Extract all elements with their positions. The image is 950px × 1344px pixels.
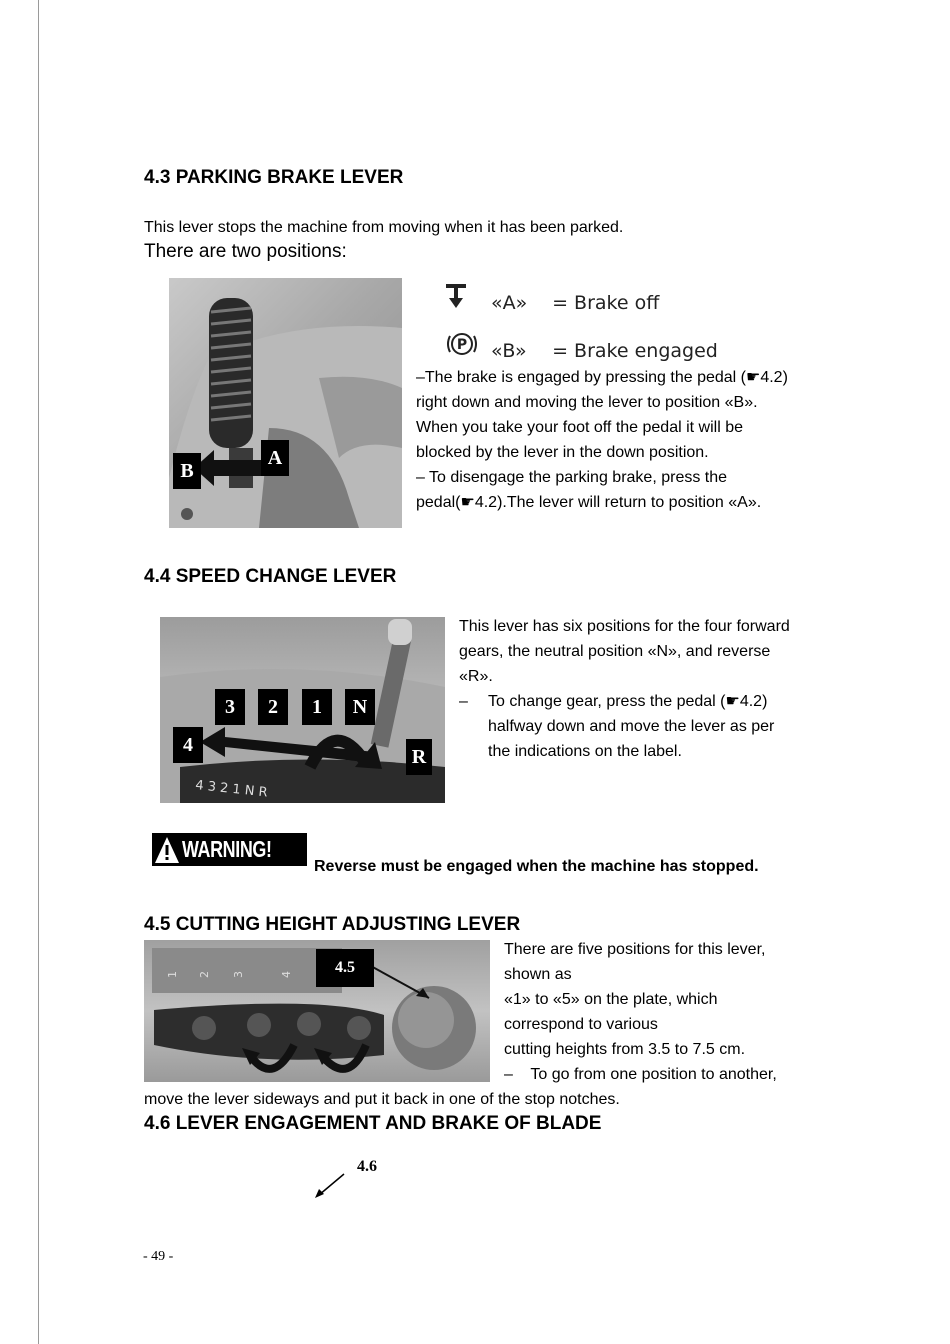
legend-row-b — [445, 331, 718, 362]
s44-bullet-line: the indications on the label. — [488, 743, 682, 760]
parking-brake-photo — [169, 278, 402, 528]
page-margin-line — [38, 0, 39, 1344]
s45-line: There are five positions for this lever, — [504, 941, 766, 958]
legend-meaning-b: = Brake engaged — [552, 340, 718, 362]
warning-text: Reverse must be engaged when the machine has stopped. — [314, 858, 759, 875]
s44-line: «R». — [459, 668, 493, 685]
s45-full-line: move the lever sideways and put it back in one of the stop notches. — [144, 1091, 620, 1108]
warning-label: WARNING! — [182, 836, 272, 862]
section-heading-4-6: 4.6 LEVER ENGAGEMENT AND BRAKE OF BLADE — [144, 1113, 602, 1134]
figure-pointer-arrow-icon — [313, 1172, 347, 1200]
s43-line: When you take your foot off the pedal it will be — [416, 419, 744, 436]
s45-line: «1» to «5» on the plate, which — [504, 991, 718, 1008]
s43-body — [416, 365, 788, 515]
s45-dash-line: – To go from one position to another, — [504, 1066, 777, 1083]
plate-mark-3: 3 — [232, 971, 245, 978]
warning-triangle-icon — [154, 835, 180, 865]
s43-intro: This lever stops the machine from moving when it has been parked. — [144, 219, 624, 236]
s43-line: blocked by the lever in the down position. — [416, 444, 709, 461]
s44-line: gears, the neutral position «N», and reverse — [459, 643, 771, 660]
section-heading-4-3: 4.3 PARKING BRAKE LEVER — [144, 167, 404, 188]
gear-label-3: 3 — [215, 689, 245, 725]
plate-mark-2: 2 — [198, 971, 211, 978]
s44-bullet-line: halfway down and move the lever as per — [488, 718, 775, 735]
parking-brake-photo-art — [169, 278, 402, 528]
gear-label-n: N — [345, 689, 375, 725]
s44-line: This lever has six positions for the four forward — [459, 618, 790, 635]
plate-mark-1: 1 — [166, 971, 179, 978]
photo-label-a: A — [261, 440, 289, 476]
section-heading-4-4: 4.4 SPEED CHANGE LEVER — [144, 566, 397, 587]
s43-line: – To disengage the parking brake, press the — [416, 469, 728, 486]
photo-label-4-5: 4.5 — [316, 949, 374, 987]
page-number: - 49 - — [143, 1249, 174, 1264]
s44-bullet-line: To change gear, press the pedal (☛4.2) — [488, 693, 768, 710]
parking-p-icon — [445, 331, 485, 362]
brake-off-icon — [445, 283, 485, 314]
warning-badge — [152, 833, 307, 866]
s45-line: shown as — [504, 966, 572, 983]
svg-text:P: P — [456, 337, 468, 353]
s43-positions-title: There are two positions: — [144, 241, 347, 262]
section-heading-4-5: 4.5 CUTTING HEIGHT ADJUSTING LEVER — [144, 914, 521, 935]
speed-change-photo — [160, 617, 445, 803]
gear-label-r: R — [406, 739, 432, 775]
s45-body — [504, 937, 765, 1062]
photo-label-b: B — [173, 453, 201, 489]
s45-line: cutting heights from 3.5 to 7.5 cm. — [504, 1041, 746, 1058]
figure-label-4-6: 4.6 — [357, 1158, 377, 1175]
legend-meaning-a: = Brake off — [552, 292, 660, 314]
cutting-height-photo — [144, 940, 490, 1082]
s44-dash: – — [459, 693, 468, 710]
legend-code-b: «B» — [491, 340, 527, 362]
legend-row-a — [445, 283, 659, 314]
s45-line: correspond to various — [504, 1016, 658, 1033]
s44-body — [459, 614, 790, 689]
gear-label-1: 1 — [302, 689, 332, 725]
gear-label-2: 2 — [258, 689, 288, 725]
s43-line: –The brake is engaged by pressing the pedal (☛4.2) — [416, 369, 788, 386]
s43-line: pedal(☛4.2).The lever will return to position «A». — [416, 494, 762, 511]
s44-bullet — [488, 689, 774, 764]
plate-mark-4: 4 — [280, 971, 293, 978]
plate-marks: 4 3 2 1 N R — [194, 778, 269, 801]
gear-label-4: 4 — [173, 727, 203, 763]
s43-line: right down and moving the lever to position «B». — [416, 394, 758, 411]
legend-code-a: «A» — [491, 292, 528, 314]
